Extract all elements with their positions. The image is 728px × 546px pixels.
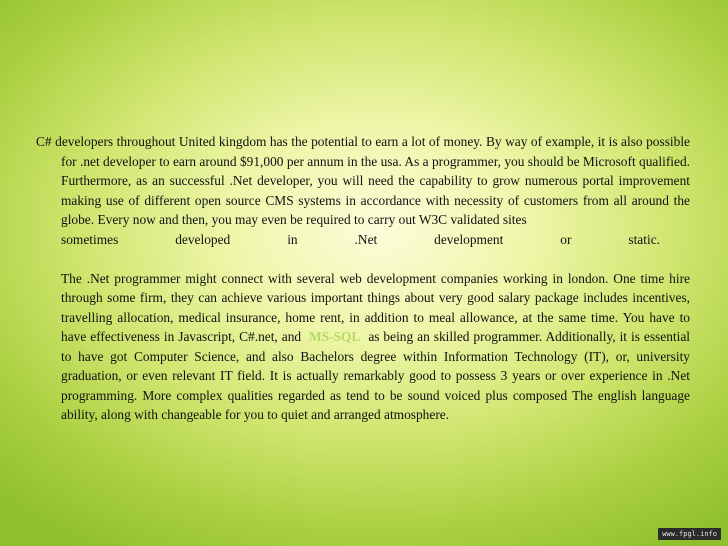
watermark: www.fpgl.info [658,528,721,540]
word: or [560,231,572,247]
word: developed [175,231,231,247]
word: in [287,231,298,247]
paragraph-2-text-a: The .Net programmer might connect with several web development companies working in london. One time hire through some firm, they can achieve various important things about very good salary package includes incentives, travelling allocation, medical insurance, home rent, in addition to meal allowance, at the same time. You have to have effectiveness in Javascript, C#.net, and [61,270,690,344]
word: sometimes [61,231,119,247]
ms-sql-link[interactable]: MS-SQL [309,329,361,344]
paragraph-1-text: developers throughout United kingdom has the potential to earn a lot of money. By way of example, it is also possible for .net developer to earn around $91,000 per annum in the usa. As a programmer, you should be Microsoft qualified. Furthermore, as an successful .Net developer, you will need the capability to grow numerous portal improvement making use of different open source CMS systems in accordance with necessity of customers from all around the globe. Every now and then, you may even be required to carry out W3C validated sites [55,134,690,227]
paragraph-2 [61,269,690,425]
word: static. [628,231,660,247]
bullet-label: C# [36,134,52,149]
paragraph-2-text-b: as being an skilled programmer. Additionally, it is essential to have got Computer Science, and also Bachelors degree within Information Technology (IT), or, university graduation, or even relevant IT field. It is actually remarkably good to possess 3 years or over experience in .Net programming. More complex qualities regarded as tend to be sound voiced plus composed The english language ability, along with changeable for you to quiet and arranged atmosphere. [61,329,690,422]
paragraph-1-last-line [61,230,690,250]
word: development [434,231,504,247]
word: .Net [354,231,378,247]
paragraph-1 [36,132,690,230]
slide-body [36,132,690,425]
